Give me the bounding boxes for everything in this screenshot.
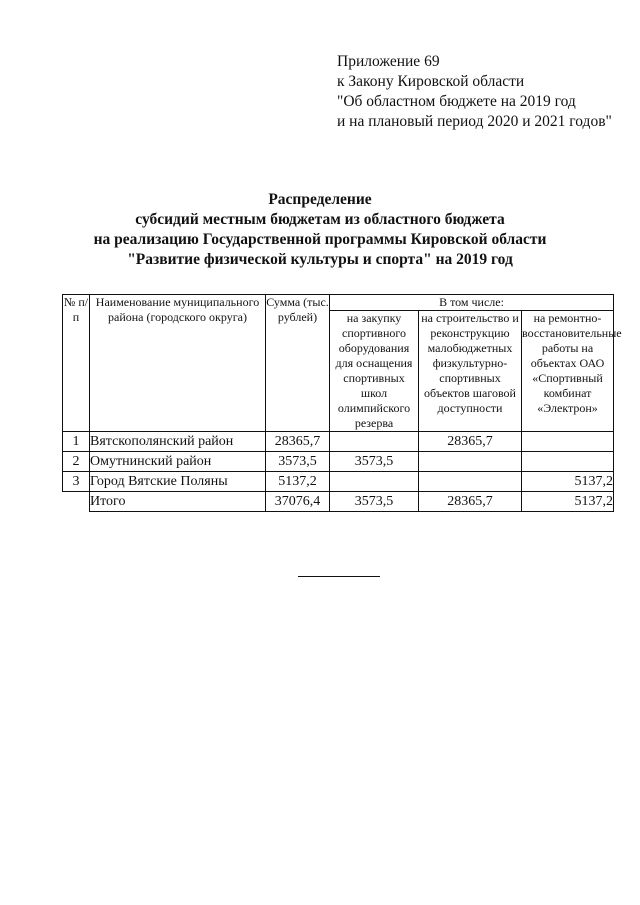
row-repair (522, 432, 614, 452)
total-sum: 37076,4 (266, 492, 330, 512)
row-name: Вятскополянский район (90, 432, 266, 452)
header-name: Наименование муниципального района (городского округа) (90, 295, 266, 432)
total-num (63, 492, 90, 512)
title-line: Распределение (268, 191, 372, 208)
title-line: субсидий местным бюджетам из областного бюджета (135, 211, 505, 228)
header-num: № п/п (63, 295, 90, 432)
row-construction: 28365,7 (419, 432, 522, 452)
row-equipment (330, 432, 419, 452)
distribution-table (62, 294, 622, 512)
row-sum: 3573,5 (266, 452, 330, 472)
header-row (63, 295, 614, 311)
header-sub-equipment: на закупку спортивного оборудования для оснащения спортивных школ олимпийского резерва (330, 311, 419, 432)
row-num: 2 (63, 452, 90, 472)
row-name: Город Вятские Поляны (90, 472, 266, 492)
appendix-line: и на плановый период 2020 и 2021 годов" (337, 113, 612, 130)
table-row (63, 472, 614, 492)
total-equipment: 3573,5 (330, 492, 419, 512)
row-equipment (330, 472, 419, 492)
appendix-line: "Об областном бюджете на 2019 год (337, 93, 576, 110)
row-num: 3 (63, 472, 90, 492)
table-row (63, 432, 614, 452)
row-equipment: 3573,5 (330, 452, 419, 472)
row-sum: 28365,7 (266, 432, 330, 452)
total-row (63, 492, 614, 512)
document-title (0, 190, 640, 270)
table-row (63, 452, 614, 472)
appendix-line: Приложение 69 (337, 53, 440, 70)
total-label: Итого (90, 492, 266, 512)
title-line: "Развитие физической культуры и спорта" на 2019 год (127, 251, 513, 268)
row-construction (419, 472, 522, 492)
header-sum: Сумма (тыс. рублей) (266, 295, 330, 432)
header-including: В том числе: (330, 295, 614, 311)
row-num: 1 (63, 432, 90, 452)
row-name: Омутнинский район (90, 452, 266, 472)
row-repair: 5137,2 (522, 472, 614, 492)
total-construction: 28365,7 (419, 492, 522, 512)
header-sub-construction: на строительство и реконструкцию малобюджетных физкультурно-спортивных объектов шаговой доступности (419, 311, 522, 432)
row-sum: 5137,2 (266, 472, 330, 492)
total-repair: 5137,2 (522, 492, 614, 512)
header-sub-repair: на ремонтно-восстановительные работы на объектах ОАО «Спортивный комбинат «Электрон» (522, 311, 614, 432)
appendix-line: к Закону Кировской области (337, 73, 525, 90)
closing-divider (298, 576, 380, 577)
title-line: на реализацию Государственной программы Кировской области (93, 231, 547, 248)
appendix-block (337, 52, 612, 132)
row-construction (419, 452, 522, 472)
row-repair (522, 452, 614, 472)
